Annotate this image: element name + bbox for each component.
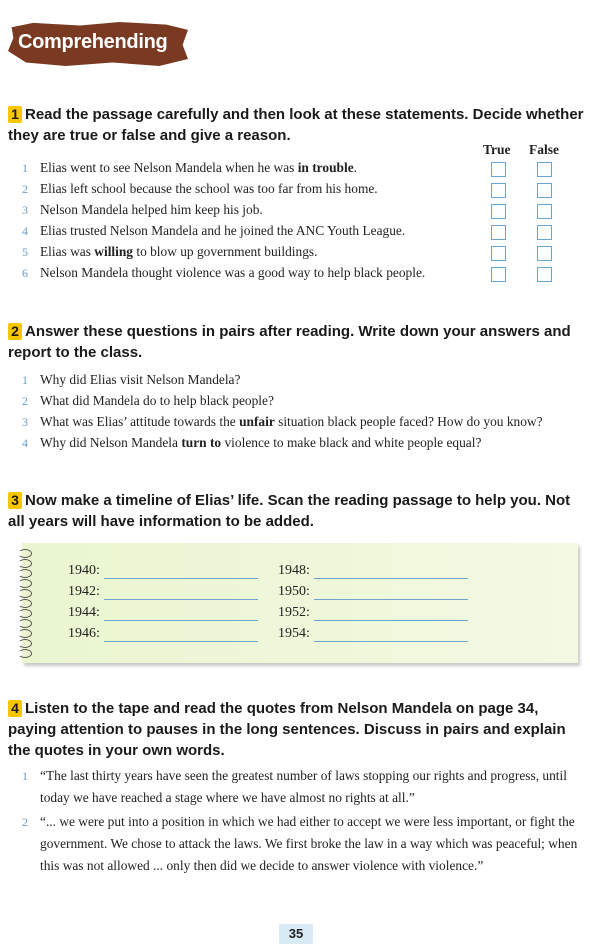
- spiral-ring: [18, 629, 32, 638]
- item-text: Why did Elias visit Nelson Mandela?: [40, 372, 241, 387]
- item-text: Why did Nelson Mandela: [40, 434, 182, 450]
- item-bold-text: unfair: [239, 413, 275, 429]
- true-column-label: True: [483, 142, 511, 157]
- q1-statement-list: [22, 158, 425, 283]
- true-checkbox[interactable]: [491, 246, 506, 261]
- item-number: 4: [22, 435, 28, 450]
- item-text: Elias went to see Nelson Mandela when he was: [40, 160, 298, 175]
- false-column-label: False: [529, 142, 559, 157]
- item-number: 5: [22, 244, 28, 259]
- item-number: 2: [22, 181, 28, 196]
- item-number: 2: [22, 393, 28, 408]
- item-bold-text: turn to: [181, 434, 222, 450]
- quote-item: [22, 765, 588, 809]
- q1.statements-item: [22, 179, 425, 200]
- item-number: 3: [22, 202, 28, 217]
- q4-number: 4: [8, 700, 22, 717]
- q3-text: Now make a timeline of Elias’ life. Scan the reading passage to help you. Not all years will have information to be added.: [8, 492, 571, 530]
- false-checkbox[interactable]: [537, 267, 552, 282]
- spiral-ring: [18, 599, 32, 608]
- item-text-end: situation black people faced? How do you know?: [274, 413, 543, 429]
- q1.statements-item: [22, 263, 425, 284]
- item-text: What did Mandela do to help black people?: [40, 392, 274, 408]
- item-text-end: .: [353, 160, 357, 175]
- item-number: 1: [22, 161, 28, 175]
- timeline-year: 1942:: [68, 584, 100, 599]
- false-checkbox[interactable]: [537, 204, 552, 219]
- q3-instruction: [8, 490, 590, 532]
- item-text-end: to blow up government buildings.: [133, 243, 318, 259]
- q1.statements-item: [22, 242, 425, 263]
- timeline-answer-line[interactable]: [314, 641, 468, 642]
- item-text: What was Elias’ attitude towards the: [40, 413, 240, 429]
- false-checkbox[interactable]: [537, 225, 552, 240]
- true-checkbox[interactable]: [491, 162, 506, 177]
- q2.questions-item: [22, 433, 543, 454]
- quote-item: [22, 811, 588, 877]
- timeline-notepad: [22, 543, 578, 663]
- spiral-ring: [18, 639, 32, 648]
- q1-instruction: [8, 104, 590, 146]
- timeline-year: 1940:: [68, 563, 100, 578]
- quote-text: “... we were put into a position in which we had either to accept we were less important, or fight the government. We chose to attack the laws. We first broke the law in a way which was peaceful; when this was not allowed ... only then did we decide to answer violence with violence.”: [40, 814, 578, 873]
- item-number: 1: [22, 373, 28, 387]
- spiral-ring: [18, 569, 32, 578]
- false-checkbox[interactable]: [537, 162, 552, 177]
- timeline-answer-line[interactable]: [104, 620, 258, 621]
- timeline-year: 1952:: [278, 605, 310, 620]
- q2-text: Answer these questions in pairs after reading. Write down your answers and report to the class.: [8, 323, 571, 361]
- q2-question-list: [22, 370, 543, 454]
- q4-instruction: [8, 698, 590, 761]
- quote-number: 1: [22, 769, 28, 783]
- true-checkbox[interactable]: [491, 225, 506, 240]
- q3-number: 3: [8, 492, 22, 509]
- item-text-end: violence to make black and white people equal?: [221, 434, 482, 450]
- item-text: Elias left school because the school was too far from his home.: [40, 180, 378, 196]
- item-text: Nelson Mandela thought violence was a good way to help black people.: [40, 264, 426, 280]
- timeline-answer-line[interactable]: [104, 599, 258, 600]
- timeline-answer-line[interactable]: [104, 641, 258, 642]
- timeline-year: 1948:: [278, 563, 310, 578]
- spiral-ring: [18, 589, 32, 598]
- item-bold-text: in trouble: [297, 160, 354, 175]
- spiral-ring: [18, 549, 32, 558]
- quote-text: “The last thirty years have seen the greatest number of laws stopping our rights and progress, until today we have reached a stage where we have almost no rights at all.”: [40, 768, 567, 805]
- item-text: Elias trusted Nelson Mandela and he joined the ANC Youth League.: [40, 222, 406, 238]
- timeline-year: 1944:: [68, 605, 100, 620]
- section-title: Comprehending: [18, 31, 168, 53]
- spiral-ring: [18, 609, 32, 618]
- q1-text: Read the passage carefully and then look at these statements. Decide whether they are true or false and give a reason.: [8, 106, 584, 144]
- false-checkbox[interactable]: [537, 246, 552, 261]
- item-text: Elias was: [40, 243, 95, 259]
- q2-instruction: [8, 321, 590, 363]
- q2.questions-item: [22, 370, 543, 391]
- q1.statements-item: [22, 200, 425, 221]
- spiral-ring: [18, 559, 32, 568]
- timeline-answer-line[interactable]: [314, 578, 468, 579]
- true-checkbox[interactable]: [491, 204, 506, 219]
- q1.statements-item: [22, 221, 425, 242]
- q4-quote-list: [22, 765, 588, 879]
- true-checkbox[interactable]: [491, 183, 506, 198]
- q1-number: 1: [8, 106, 22, 123]
- item-text: Nelson Mandela helped him keep his job.: [40, 201, 263, 217]
- timeline-answer-line[interactable]: [104, 578, 258, 579]
- timeline-year: 1950:: [278, 584, 310, 599]
- quote-number: 2: [22, 815, 28, 829]
- false-checkbox[interactable]: [537, 183, 552, 198]
- spiral-ring: [18, 579, 32, 588]
- item-number: 6: [22, 265, 28, 280]
- q4-text: Listen to the tape and read the quotes from Nelson Mandela on page 34, paying attention to pauses in the long sentences. Discuss in pairs and explain the quotes in your own words.: [8, 700, 566, 759]
- page-number: 35: [279, 924, 313, 944]
- q2-number: 2: [8, 323, 22, 340]
- timeline-answer-line[interactable]: [314, 620, 468, 621]
- item-number: 3: [22, 414, 28, 429]
- item-number: 4: [22, 223, 28, 238]
- spiral-ring: [18, 619, 32, 628]
- timeline-year: 1946:: [68, 626, 100, 641]
- spiral-ring: [18, 649, 32, 658]
- item-bold-text: willing: [94, 243, 133, 259]
- q2.questions-item: [22, 412, 543, 433]
- timeline-answer-line[interactable]: [314, 599, 468, 600]
- true-checkbox[interactable]: [491, 267, 506, 282]
- q1.statements-item: [22, 158, 425, 179]
- timeline-year: 1954:: [278, 626, 310, 641]
- q2.questions-item: [22, 391, 543, 412]
